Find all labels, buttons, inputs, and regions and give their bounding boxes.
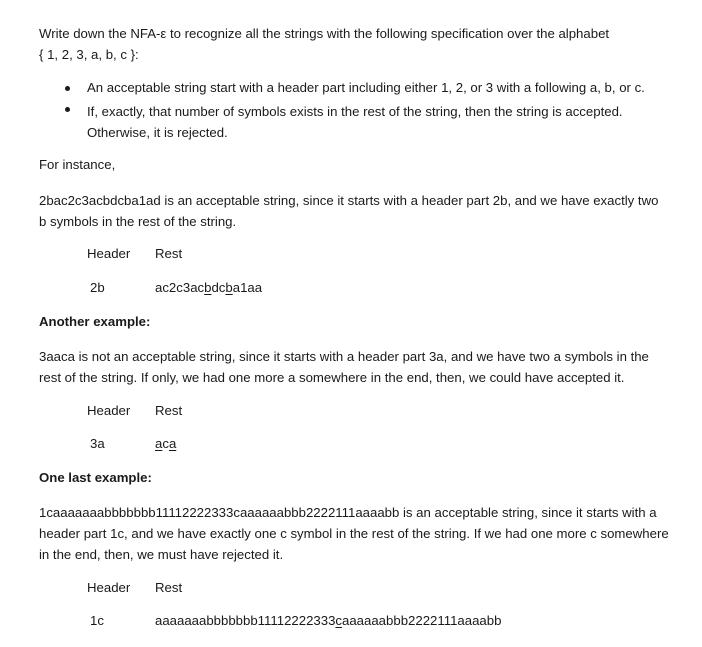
example-3-text: 1caaaaaaabbbbbbb11112222333caaaaaabbb2222111aaaabb is an acceptable string, since it starts with a header part 1c, and we have exactly one c symbol in the rest of the string. If we had one more c somewhere in the end, then, we must have rejected it. (39, 505, 669, 562)
matched-symbol: a (168, 436, 177, 451)
header-value: 2b (90, 280, 105, 295)
for-instance-label: For instance, (39, 157, 116, 172)
bullet-icon (65, 107, 70, 112)
rest-value (155, 436, 176, 451)
matched-symbol: a (155, 436, 163, 451)
rest-segment: c (162, 436, 169, 451)
example-1-text: 2bac2c3acbdcba1ad is an acceptable string, since it starts with a header part 2b, and we have exactly two b symbols in the rest of the string. (39, 193, 659, 229)
header-value: 3a (90, 436, 105, 451)
header-column-label: Header (87, 580, 131, 595)
example-2-heading: Another example: (39, 314, 151, 329)
bullet-icon (65, 86, 70, 91)
header-column-label: Header (87, 246, 131, 261)
alphabet-set: { 1, 2, 3, a, b, c }: (39, 47, 139, 62)
rest-segment: dc (211, 280, 226, 295)
bullet-item: If, exactly, that number of symbols exists in the rest of the string, then the string is accepted. Otherwise, it is rejected. (87, 104, 623, 140)
example-2-text: 3aaca is not an acceptable string, since it starts with a header part 3a, and we have two a symbols in the rest of the string. If only, we had one more a somewhere in the end, then, we could have accepted it. (39, 349, 649, 385)
rest-column-label: Rest (155, 580, 183, 595)
matched-symbol: b (204, 280, 212, 295)
bullet-item: An acceptable string start with a header part including either 1, 2, or 3 with a following a, b, or c. (87, 80, 645, 95)
rest-value (155, 280, 262, 295)
matched-symbol: c (335, 613, 343, 628)
intro-line-1: Write down the NFA-ε to recognize all the strings with the following specification over the alphabet (39, 26, 610, 41)
example-3-heading: One last example: (39, 470, 152, 485)
rest-segment: a1aa (232, 280, 263, 295)
rest-segment: ac2c3ac (155, 280, 205, 295)
rest-column-label: Rest (155, 246, 183, 261)
rest-column-label: Rest (155, 403, 183, 418)
rest-segment: aaaaaaabbbbbbb11112222333 (155, 613, 336, 628)
rest-segment: aaaaaabbb2222111aaaabb (342, 613, 502, 628)
header-value: 1c (90, 613, 104, 628)
rest-value (155, 613, 501, 628)
matched-symbol: b (225, 280, 233, 295)
header-column-label: Header (87, 403, 131, 418)
